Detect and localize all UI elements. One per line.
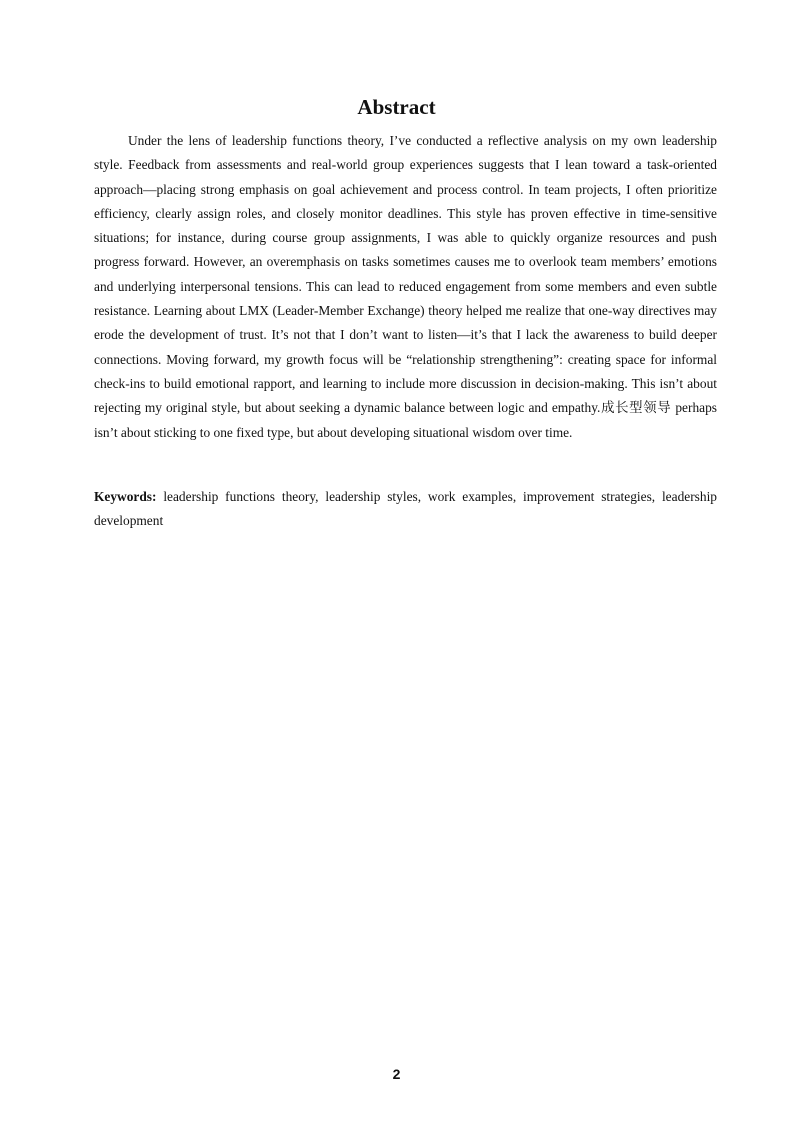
page-number: 2 [392,1066,401,1082]
keywords-paragraph [94,485,717,534]
abstract-paragraph: Under the lens of leadership functions theory, I’ve conducted a reflective analysis on my own leadership style. Feedback from assessments and real-world group experiences suggests that I lean toward a task-oriented approach—placing strong emphasis on goal achievement and process control. In team projects, I often prioritize efficiency, clearly assign roles, and closely monitor deadlines. This style has proven effective in time-sensitive situations; for instance, during course group assignments, I was able to quickly organize resources and push progress forward. However, an overemphasis on tasks sometimes causes me to overlook team members’ emotions and underlying interpersonal tensions. This can lead to reduced engagement from some members and even subtle resistance. Learning about LMX (Leader-Member Exchange) theory helped me realize that one-way directives may erode the development of trust. It’s not that I don’t want to listen—it’s that I lack the awareness to build deeper connections. Moving forward, my growth focus will be “relationship strengthening”: creating space for informal check-ins to build emotional rapport, and learning to include more discussion in decision-making. This isn’t about rejecting my original style, but about seeking a dynamic balance between logic and empathy.成长型领导 perhaps isn’t about sticking to one fixed type, but about developing situational wisdom over time. [94,133,717,440]
keywords-label: Keywords: [94,489,157,504]
keywords-text: leadership functions theory, leadership styles, work examples, improvement strategies, leadership development [94,489,717,529]
page-title: Abstract [357,95,436,119]
